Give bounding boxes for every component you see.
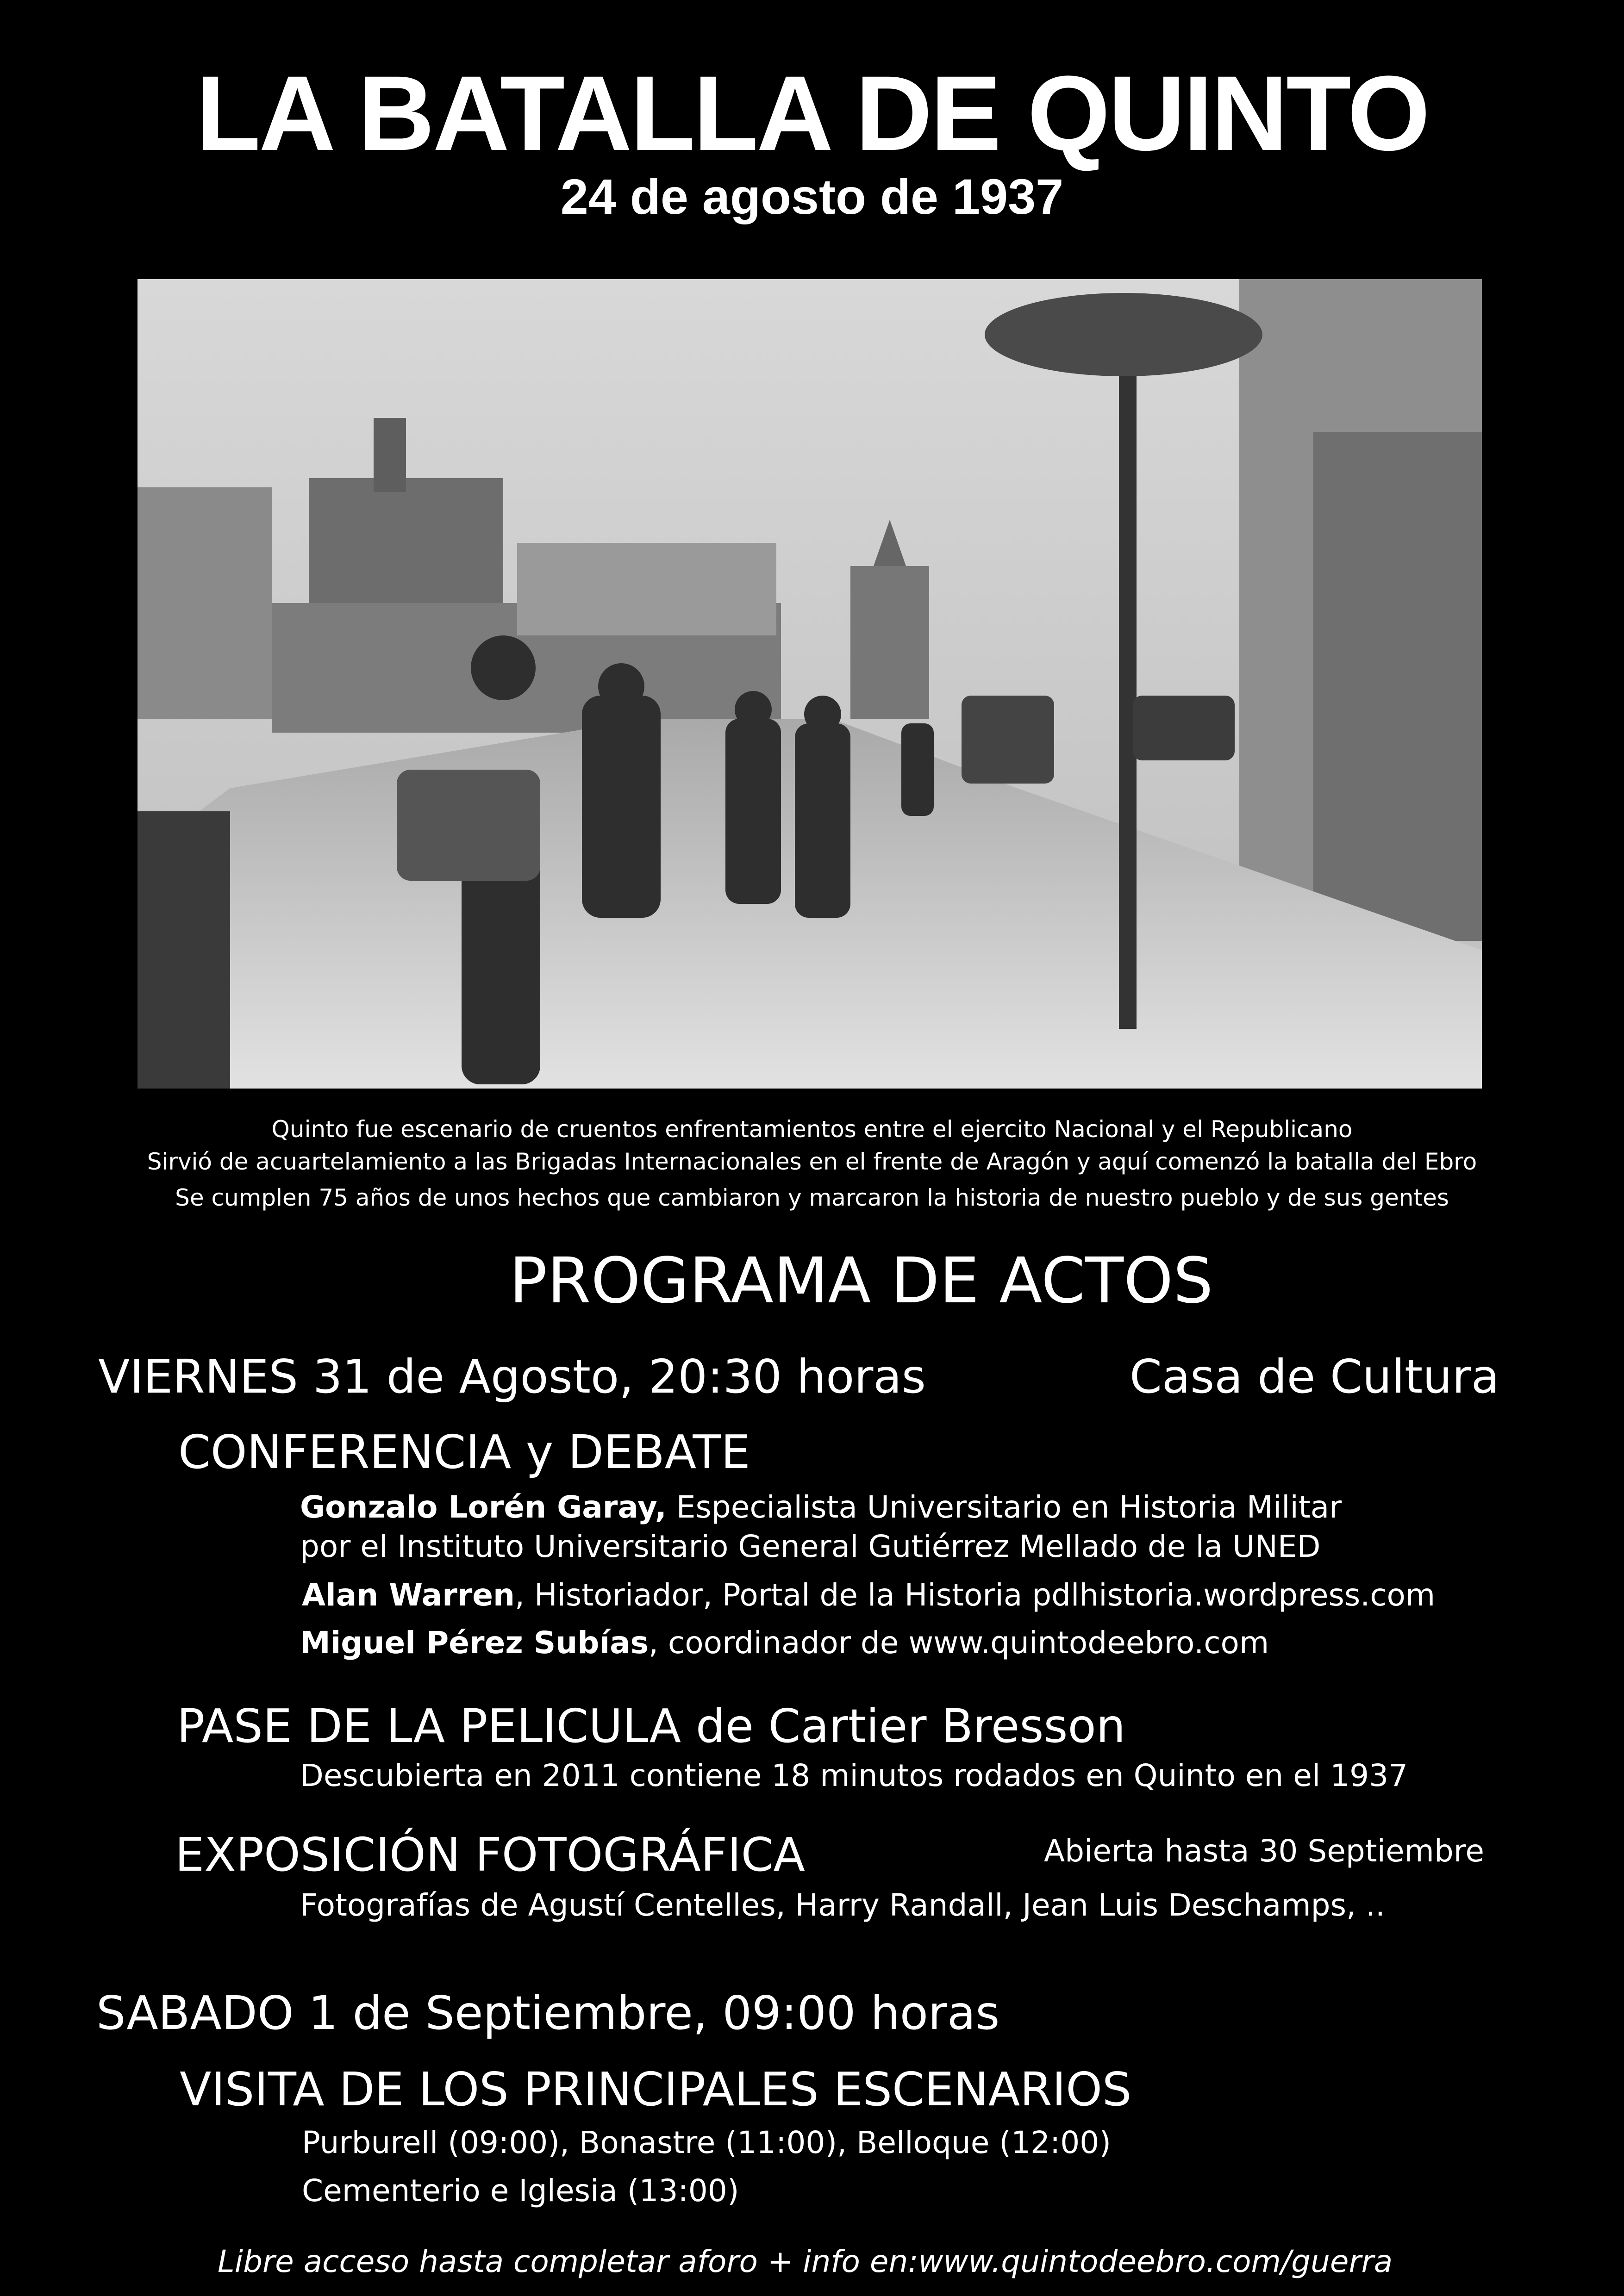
film-title: PASE DE LA PELICULA de Cartier Bresson [177,1699,1126,1753]
exhibition-open-until: Abierta hasta 30 Septiembre [1044,1833,1485,1869]
speaker-1-desc: Especialista Universitario en Historia Militar [666,1489,1342,1525]
speaker-1-affiliation: por el Instituto Universitario General Gutiérrez Mellado de la UNED [300,1529,1321,1564]
friday-where: Casa de Cultura [1130,1350,1500,1404]
exhibition-title: EXPOSICIÓN FOTOGRÁFICA [175,1828,805,1882]
visit-line-2: Cementerio e Iglesia (13:00) [302,2173,739,2209]
speaker-2-name: Alan Warren [302,1577,515,1613]
friday-when: VIERNES 31 de Agosto, 20:30 horas [98,1350,926,1404]
program-title: PROGRAMA DE ACTOS [509,1244,1213,1318]
poster-date: 24 de agosto de 1937 [560,168,1064,224]
speaker-1-name: Gonzalo Lorén Garay, [300,1489,667,1525]
intro-line-3: Se cumplen 75 años de unos hechos que cambiaron y marcaron la historia de nuestro pueblo y de sus gentes [175,1184,1449,1211]
speaker-3-desc: , coordinador de www.quintodeebro.com [648,1625,1269,1661]
conference-title: CONFERENCIA y DEBATE [178,1425,750,1479]
poster-title: LA BATALLA DE QUINTO [195,54,1429,173]
speaker-2-desc: , Historiador, Portal de la Historia pdlhistoria.wordpress.com [515,1577,1436,1613]
exhibition-desc: Fotografías de Agustí Centelles, Harry Randall, Jean Luis Deschamps, .. [300,1887,1385,1923]
visit-line-1: Purburell (09:00), Bonastre (11:00), Belloque (12:00) [302,2125,1112,2160]
soldiers-marching-photo [137,279,1482,1089]
speaker-1-line [300,1488,1342,1527]
saturday-when: SABADO 1 de Septiembre, 09:00 horas [96,1986,1000,2040]
speaker-3-name: Miguel Pérez Subías [300,1625,649,1661]
speaker-2-line [302,1576,1435,1615]
intro-line-2: Sirvió de acuartelamiento a las Brigadas Internacionales en el frente de Aragón y aquí comenzó la batalla del Ebro [147,1148,1477,1175]
footer-info: Libre acceso hasta completar aforo + info en:www.quintodeebro.com/guerra [218,2244,1393,2279]
intro-line-1: Quinto fue escenario de cruentos enfrentamientos entre el ejercito Nacional y el Republicano [271,1116,1353,1143]
historic-photo [137,279,1482,1089]
film-desc: Descubierta en 2011 contiene 18 minutos rodados en Quinto en el 1937 [300,1758,1408,1793]
speaker-3-line [300,1624,1269,1662]
visit-title: VISITA DE LOS PRINCIPALES ESCENARIOS [180,2062,1132,2116]
